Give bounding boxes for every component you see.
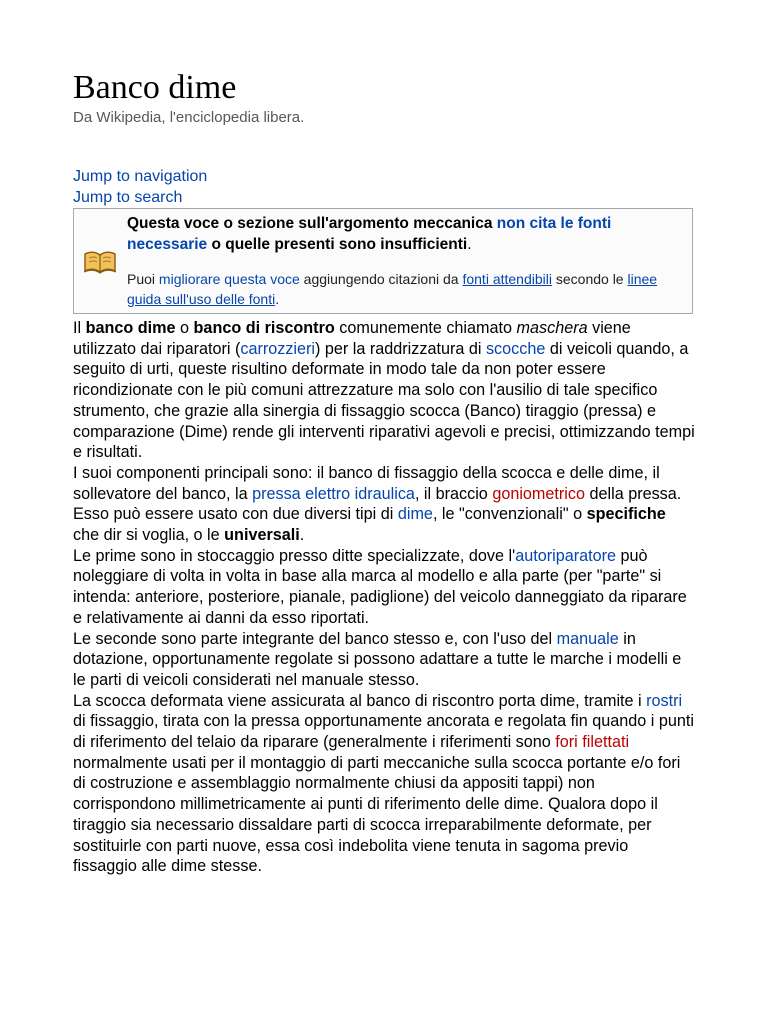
link-migliorare-questa-voce[interactable]: migliorare questa voce [158,271,300,287]
link-pressa-elettro-idraulica[interactable]: pressa elettro idraulica [252,484,415,503]
link-dime[interactable]: dime [397,505,433,524]
text-run: normalmente usati per il montaggio di parti meccaniche sulla scocca portante e/o fori di costruzione e assemblaggio normalmente chiusi da appositi tappi) non corrispondono millimetricamente ai punti di riferimento delle dime. Qualora dopo il tiraggio sia necessario dissaldare parti di scocca irreparabilmente deformate, per sostituirle con parti nuove, essa così indebolita viene tenuta in sagoma previo fissaggio alle dime stesse. [73,753,681,876]
paragraph-seconde [73,629,695,691]
link-rostri[interactable]: rostri [646,691,683,710]
paragraph-procedura [73,691,695,877]
link-non-cita-le-fonti[interactable]: non cita le fonti necessarie [127,215,612,253]
text-run: o [175,319,194,337]
link-manuale[interactable]: manuale [556,629,619,648]
text-run: . [299,526,305,545]
paragraph-componenti [73,463,695,504]
text-run: La scocca deformata viene assicurata al banco di riscontro porta dime, tramite i [73,691,647,710]
notice-sub-text-3: secondo le [551,271,628,287]
link-scocche[interactable]: scocche [485,339,546,358]
term-banco-di-riscontro: banco di riscontro [193,319,335,337]
redlink-goniometrico[interactable]: goniometrico [492,484,585,503]
notice-main-text [127,213,687,255]
term-maschera: maschera [516,319,588,337]
notice-sub-text-2: aggiungendo citazioni da [299,271,463,287]
paragraph-tipi-di-dime [73,504,695,545]
text-run: , le "convenzionali" o [432,505,587,524]
text-run: ) per la raddrizzatura di [315,339,486,358]
text-run: di fissaggio, tirata con la pressa opportunamente ancorata e regolata fin quando i punti di riferimento del telaio da riparare (generalmente i riferimenti sono [73,712,694,752]
text-run: che dir si voglia, o le [73,526,225,545]
jump-to-navigation-link[interactable]: Jump to navigation [73,168,208,185]
notice-sub-text [127,269,687,309]
site-tagline: Da Wikipedia, l'enciclopedia libera. [73,109,305,126]
citation-needed-notice [73,208,693,314]
text-run: , il braccio [414,484,493,503]
link-carrozzieri[interactable]: carrozzieri [240,339,315,358]
jump-to-search-link[interactable]: Jump to search [73,189,183,206]
notice-main-period: . [467,236,472,253]
notice-sub-text-4: . [275,291,280,307]
paragraph-prime [73,546,695,629]
notice-sub-text-1: Puoi [127,271,159,287]
paragraph-intro [73,318,695,463]
text-run: comunemente chiamato [334,319,517,337]
text-run: viene utilizzato dai riparatori ( [73,319,631,358]
text-run: può noleggiare di volta in volta in base alla marca al modello e alla parte (per "parte" si intenda: anteriore, posteriore, pianale, padiglione) del veicolo danneggiato da riparare e relativamente ai danni da esso riportati. [73,546,687,627]
jump-links [73,166,207,208]
text-run: I suoi componenti principali sono: il banco di fissaggio della scocca e delle dime, il sollevatore del banco, la [73,463,660,503]
article-body [73,318,695,877]
book-icon [82,247,118,275]
term-banco-dime: banco dime [85,319,176,337]
text-run: di veicoli quando, a seguito di urti, queste risultino deformate in modo tale da non poter essere ricondizionate con le più comuni attrezzature ma solo con l'ausilio di tale specifico strumento, che grazie alla sinergia di fissaggio scocca (Banco) tiraggio (pressa) e comparazione (Dime) rende gli interventi riparativi agevoli e precisi, ottimizzando tempi e risultati. [73,339,695,462]
term-universali: universali [224,526,300,545]
text-run: Le seconde sono parte integrante del banco stesso e, con l'uso del [73,629,557,648]
redlink-fori-filettati[interactable]: fori filettati [555,733,630,752]
page-title: Banco dime [73,69,237,106]
link-linee-guida[interactable]: linee guida sull'uso delle fonti [127,271,658,307]
text-run: Esso può essere usato con due diversi tipi di [73,505,398,524]
link-autoriparatore[interactable]: autoriparatore [515,546,616,565]
notice-main-text-2: o quelle presenti sono insufficienti [207,236,468,253]
term-specifiche: specifiche [586,505,666,524]
notice-main-text-1: Questa voce o sezione sull'argomento meccanica [127,215,497,232]
text-run: Le prime sono in stoccaggio presso ditte specializzate, dove l' [73,546,516,565]
text-run: Il [73,319,86,337]
text-run: della pressa. [585,484,682,503]
text-run: in dotazione, opportunamente regolate si possono adattare a tutte le marche i modelli e le parti di veicoli considerati nel manuale stesso. [73,629,682,689]
link-fonti-attendibili[interactable]: fonti attendibili [462,271,552,287]
